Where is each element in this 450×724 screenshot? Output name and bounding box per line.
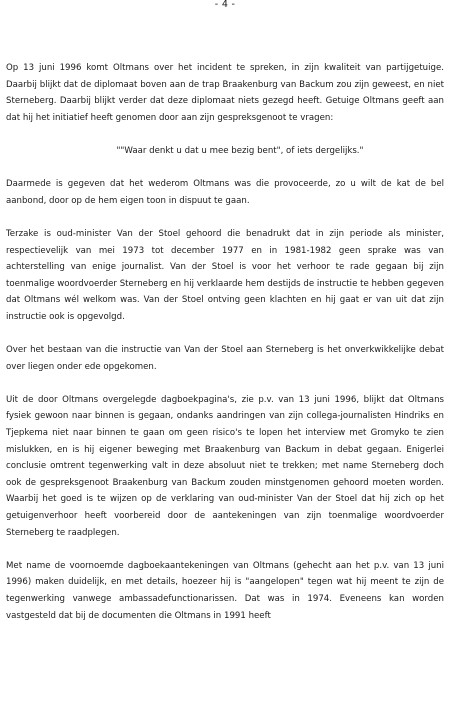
paragraph-provocation: Daarmede is gegeven dat het wederom Oltmans was die provoceerde, zo u wilt de kat de bel aanbond, door op de hem eigen toon in dispuut te gaan. <box>6 179 444 206</box>
paragraph-instruction-debate: Over het bestaan van die instructie van Van der Stoel aan Sterneberg is het onverkwikkelijke debat over liegen onder ede opgekomen. <box>6 345 444 372</box>
paragraph-incident-testimony: Op 13 juni 1996 komt Oltmans over het incident te spreken, in zijn kwaliteit van partijgetuige. Daarbij blijkt dat de diplomaat boven aan de trap Braakenburg van Backum zou zijn geweest, en niet Sterneberg. Daarbij blijkt verder dat deze diplomaat niets gezegd heeft. Getuige Oltmans geeft aan dat hij het initiatief heeft genomen door aan zijn gespreksgenoot te vragen: <box>6 63 444 123</box>
paragraph-diary-pages: Uit de door Oltmans overgelegde dagboekpagina's, zie p.v. van 13 juni 1996, blijkt dat Oltmans fysiek gewoon naar binnen is gegaan, ondanks aandringen van zijn collega-journalisten Hindriks en Tjepkema niet naar binnen te gaan om geen risico's te lopen het interview met Gromyko te zien mislukken, en is hij eigener beweging met Braakenburg van Backum in debat gegaan. Enigerlei conclusie omtrent tegenwerking valt in deze absoluut niet te trekken; met name Sterneberg doch ook de gespreksgenoot Braakenburg van Backum zouden minstgenomen gehoord moeten worden. Waarbij het goed is te wijzen op de verklaring van oud-minister Van der Stoel dat hij zich op het getuigenverhoor heeft voorbereid door de aantekeningen van zijn toenmalige woordvoerder Sterneberg te raadplegen. <box>6 394 444 538</box>
paragraph-diary-notes: Met name de voornoemde dagboekaantekeningen van Oltmans (gehecht aan het p.v. van 13 juni 1996) maken duidelijk, en met details, hoezeer hij is "aangelopen" tegen wat hij meent te zijn de tegenwerking vanwege ambassadefunctionarissen. Dat was in 1974. Eveneens kan worden vastgesteld dat bij de documenten die Oltmans in 1991 heeft <box>6 560 444 621</box>
quoted-question: ""Waar denkt u dat u mee bezig bent", of iets dergelijks." <box>116 145 364 156</box>
page-number: - 4 - <box>214 0 236 10</box>
document-body <box>6 60 444 624</box>
paragraph-van-der-stoel-hearing: Terzake is oud-minister Van der Stoel gehoord die benadrukt dat in zijn periode als minister, respectievelijk van mei 1973 tot december 1977 en in 1981-1982 geen sprake was van achterstelling van enige journalist. Van der Stoel is voor het verhoor te rade gegaan bij zijn toenmalige woordvoerder Sterneberg en hij verklaarde hem destijds de instructie te hebben gegeven dat Oltmans wél welkom was. Van der Stoel ontving geen klachten en hij gaat er van uit dat zijn instructie ook is opgevolgd. <box>6 228 444 322</box>
